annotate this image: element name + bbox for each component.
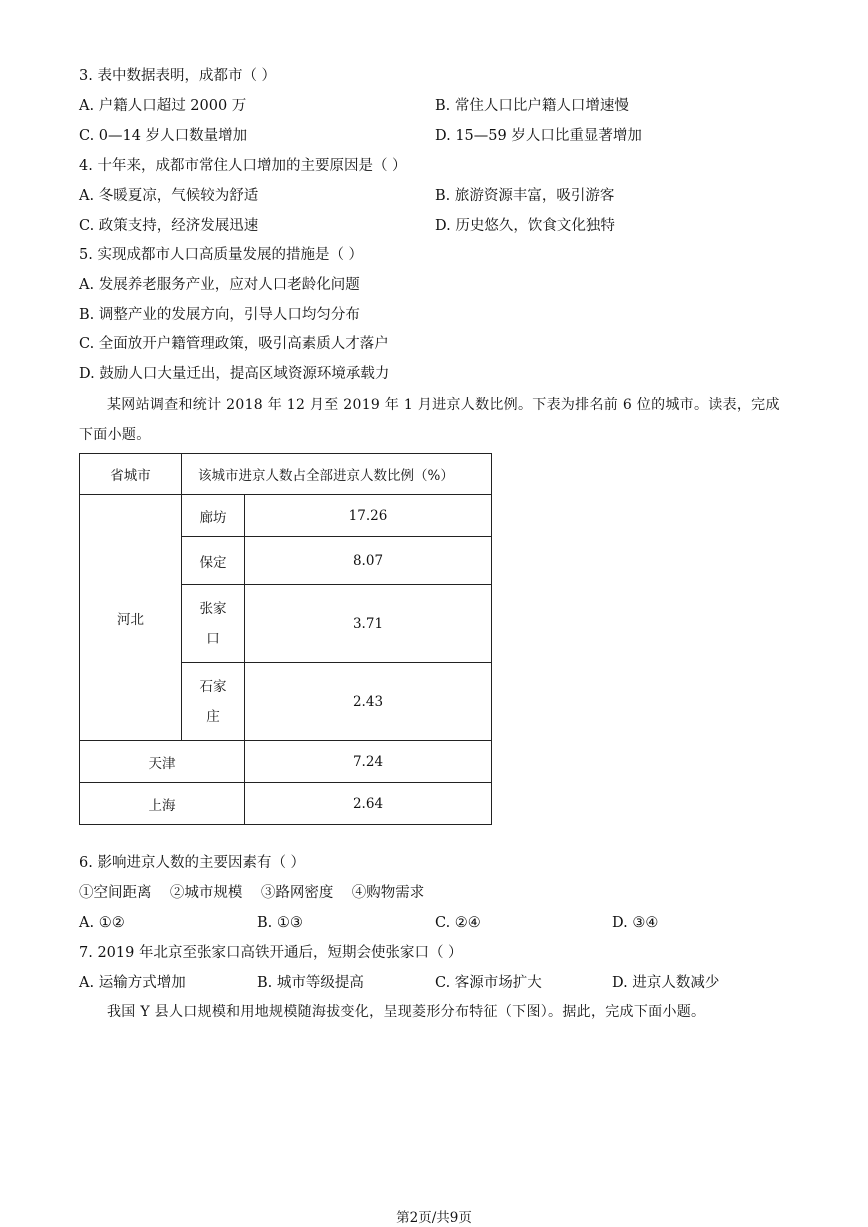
- table-cell-value: 7.24: [245, 741, 492, 783]
- intro-paragraph-2: 我国 Y 县人口规模和用地规模随海拔变化，呈现菱形分布特征（下图）。据此，完成下面小题。: [107, 1004, 706, 1020]
- question-7-stem: 7. 2019 年北京至张家口高铁开通后，短期会使张家口（ ）: [79, 945, 463, 961]
- question-6-option-d: D. ③④: [612, 915, 659, 931]
- question-6-stem: 6. 影响进京人数的主要因素有（ ）: [79, 855, 306, 871]
- table-row: [80, 783, 492, 825]
- question-6-option-c: C. ②④: [435, 915, 481, 931]
- table-row: [80, 495, 492, 537]
- question-4-option-b: B. 旅游资源丰富，吸引游客: [435, 188, 615, 204]
- table-header-province-city: 省城市: [80, 454, 182, 495]
- table-cell-province-hebei: 河北: [80, 495, 182, 741]
- table-cell-value: 3.71: [245, 585, 492, 663]
- question-7-option-c: C. 客源市场扩大: [435, 975, 542, 991]
- table-cell-value: 17.26: [245, 495, 492, 537]
- table-cell-value: 2.43: [245, 663, 492, 741]
- question-6-option-b: B. ①③: [257, 915, 303, 931]
- table-cell-city: 上海: [80, 783, 245, 825]
- page-number: 第2页/共9页: [396, 1210, 472, 1226]
- table-cell-city: 天津: [80, 741, 245, 783]
- table-cell-city: 廊坊: [182, 495, 245, 537]
- question-3-stem: 3. 表中数据表明，成都市（ ）: [79, 68, 277, 84]
- entry-ratio-table: [79, 453, 492, 825]
- table-cell-value: 2.64: [245, 783, 492, 825]
- question-7-option-a: A. 运输方式增加: [79, 975, 186, 991]
- intro-paragraph-1: 某网站调查和统计 2018 年 12 月至 2019 年 1 月进京人数比例。下表为排名前 6 位的城市。读表，完成下面小题。: [79, 397, 780, 443]
- question-3-option-a: A. 户籍人口超过 2000 万: [79, 98, 247, 114]
- table-cell-city: 张家口: [182, 585, 245, 663]
- table-row: [80, 741, 492, 783]
- table-header-ratio: 该城市进京人数占全部进京人数比例（%）: [182, 454, 492, 495]
- question-6-factors: ①空间距离 ②城市规模 ③路网密度 ④购物需求: [79, 885, 425, 901]
- question-7-option-d: D. 进京人数减少: [612, 975, 720, 991]
- question-3-option-c: C. 0—14 岁人口数量增加: [79, 128, 248, 144]
- question-6-option-a: A. ①②: [79, 915, 125, 931]
- question-5-option-d: D. 鼓励人口大量迁出，提高区域资源环境承载力: [79, 366, 390, 382]
- table-cell-city: 保定: [182, 537, 245, 585]
- table-header-row: [80, 454, 492, 495]
- question-5-option-b: B. 调整产业的发展方向，引导人口均匀分布: [79, 307, 360, 323]
- question-5-option-a: A. 发展养老服务产业，应对人口老龄化问题: [79, 277, 360, 293]
- question-7-option-b: B. 城市等级提高: [257, 975, 364, 991]
- question-5-stem: 5. 实现成都市人口高质量发展的措施是（ ）: [79, 247, 364, 263]
- question-5-option-c: C. 全面放开户籍管理政策，吸引高素质人才落户: [79, 336, 389, 352]
- table-cell-city: 石家庄: [182, 663, 245, 741]
- question-3-option-d: D. 15—59 岁人口比重显著增加: [435, 128, 642, 144]
- question-4-option-c: C. 政策支持，经济发展迅速: [79, 218, 259, 234]
- question-4-option-d: D. 历史悠久，饮食文化独特: [435, 218, 615, 234]
- question-4-option-a: A. 冬暖夏凉，气候较为舒适: [79, 188, 259, 204]
- question-4-stem: 4. 十年来，成都市常住人口增加的主要原因是（ ）: [79, 158, 407, 174]
- table-cell-value: 8.07: [245, 537, 492, 585]
- question-3-option-b: B. 常住人口比户籍人口增速慢: [435, 98, 629, 114]
